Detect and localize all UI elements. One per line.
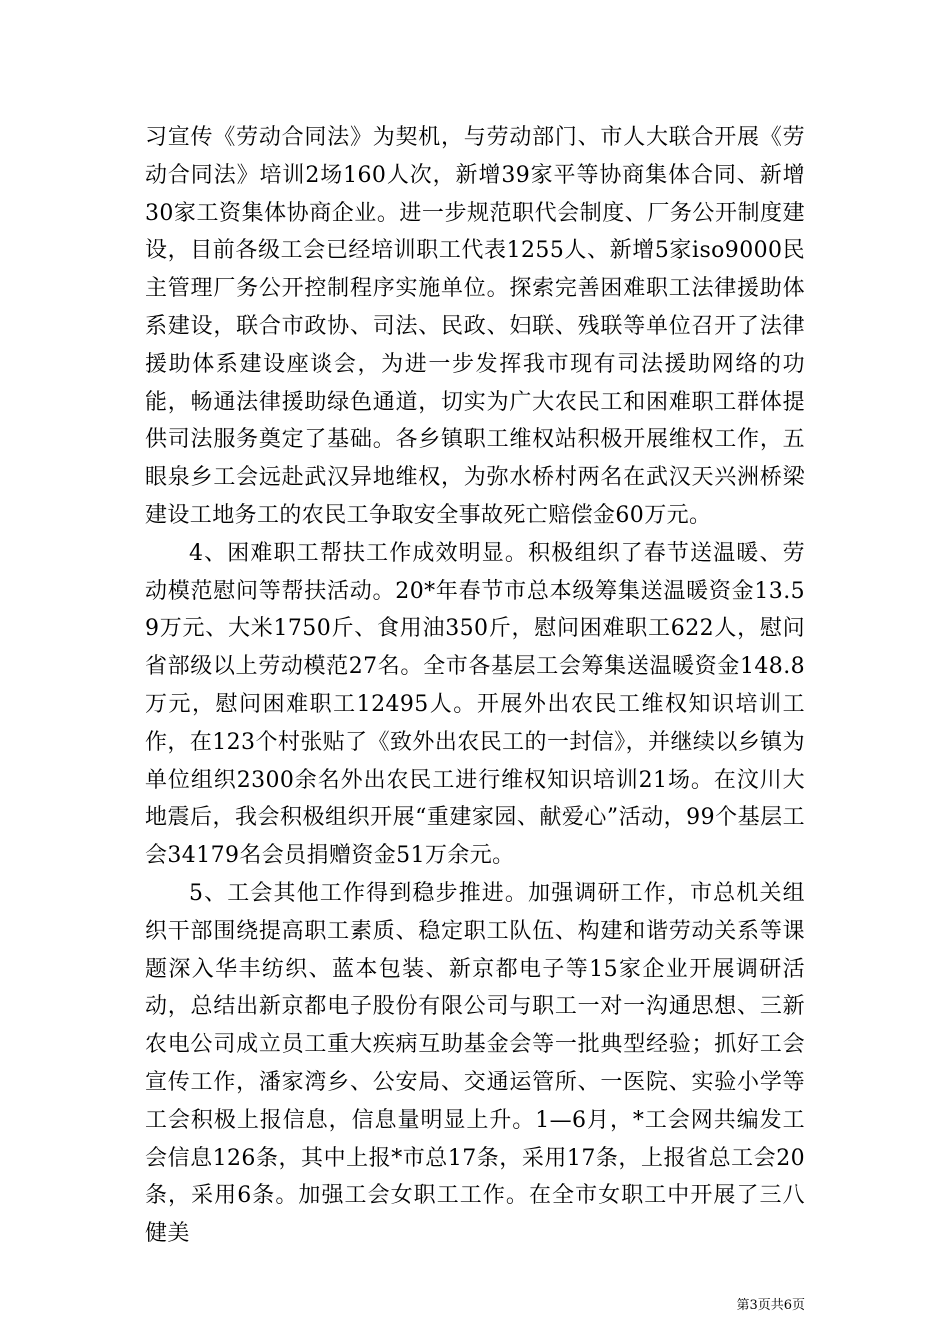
paragraph-item-5: 5、工会其他工作得到稳步推进。加强调研工作，市总机关组织干部围绕提高职工素质、稳定职工队伍、构建和谐劳动关系等课题深入华丰纺织、蓝本包装、新京都电子等15家企业开展调研活动，总结出新京都电子股份有限公司与职工一对一沟通思想、三新农电公司成立员工重大疾病互助基金会等一批典型经验；抓好工会宣传工作，潘家湾乡、公安局、交通运管所、一医院、实验小学等工会积极上报信息，信息量明显上升。1—6月，*工会网共编发工会信息126条，其中上报*市总17条，采用17条，上报省总工会20条，采用6条。加强工会女职工工作。在全市女职工中开展了三八健美 — [145, 880, 805, 1247]
document-body — [145, 119, 805, 1253]
paragraph-item-4: 4、困难职工帮扶工作成效明显。积极组织了春节送温暖、劳动模范慰问等帮扶活动。20*年春节市总本级筹集送温暖资金13.59万元、大米1750斤、食用油350斤，慰问困难职工622人，慰问省部级以上劳动模范27名。全市各基层工会筹集送温暖资金148.8万元，慰问困难职工12495人。开展外出农民工维权知识培训工作，在123个村张贴了《致外出农民工的一封信》，并继续以乡镇为单位组织2300余名外出农民工进行维权知识培训21场。在汶川大地震后，我会积极组织开展“重建家园、献爱心”活动，99个基层工会34179名会员捐赠资金51万余元。 — [145, 540, 805, 869]
paragraph-continued: 习宣传《劳动合同法》为契机，与劳动部门、市人大联合开展《劳动合同法》培训2场160人次，新增39家平等协商集体合同、新增30家工资集体协商企业。进一步规范职代会制度、厂务公开制度建设，目前各级工会已经培训职工代表1255人、新增5家iso9000民主管理厂务公开控制程序实施单位。探索完善困难职工法律援助体系建设，联合市政协、司法、民政、妇联、残联等单位召开了法律援助体系建设座谈会，为进一步发挥我市现有司法援助网络的功能，畅通法律援助绿色通道，切实为广大农民工和困难职工群体提供司法服务奠定了基础。各乡镇职工维权站积极开展维权工作，五眼泉乡工会远赴武汉异地维权，为弥水桥村两名在武汉天兴洲桥梁建设工地务工的农民工争取安全事故死亡赔偿金60万元。 — [145, 125, 805, 528]
page-number: 第3页共6页 — [736, 1298, 805, 1313]
